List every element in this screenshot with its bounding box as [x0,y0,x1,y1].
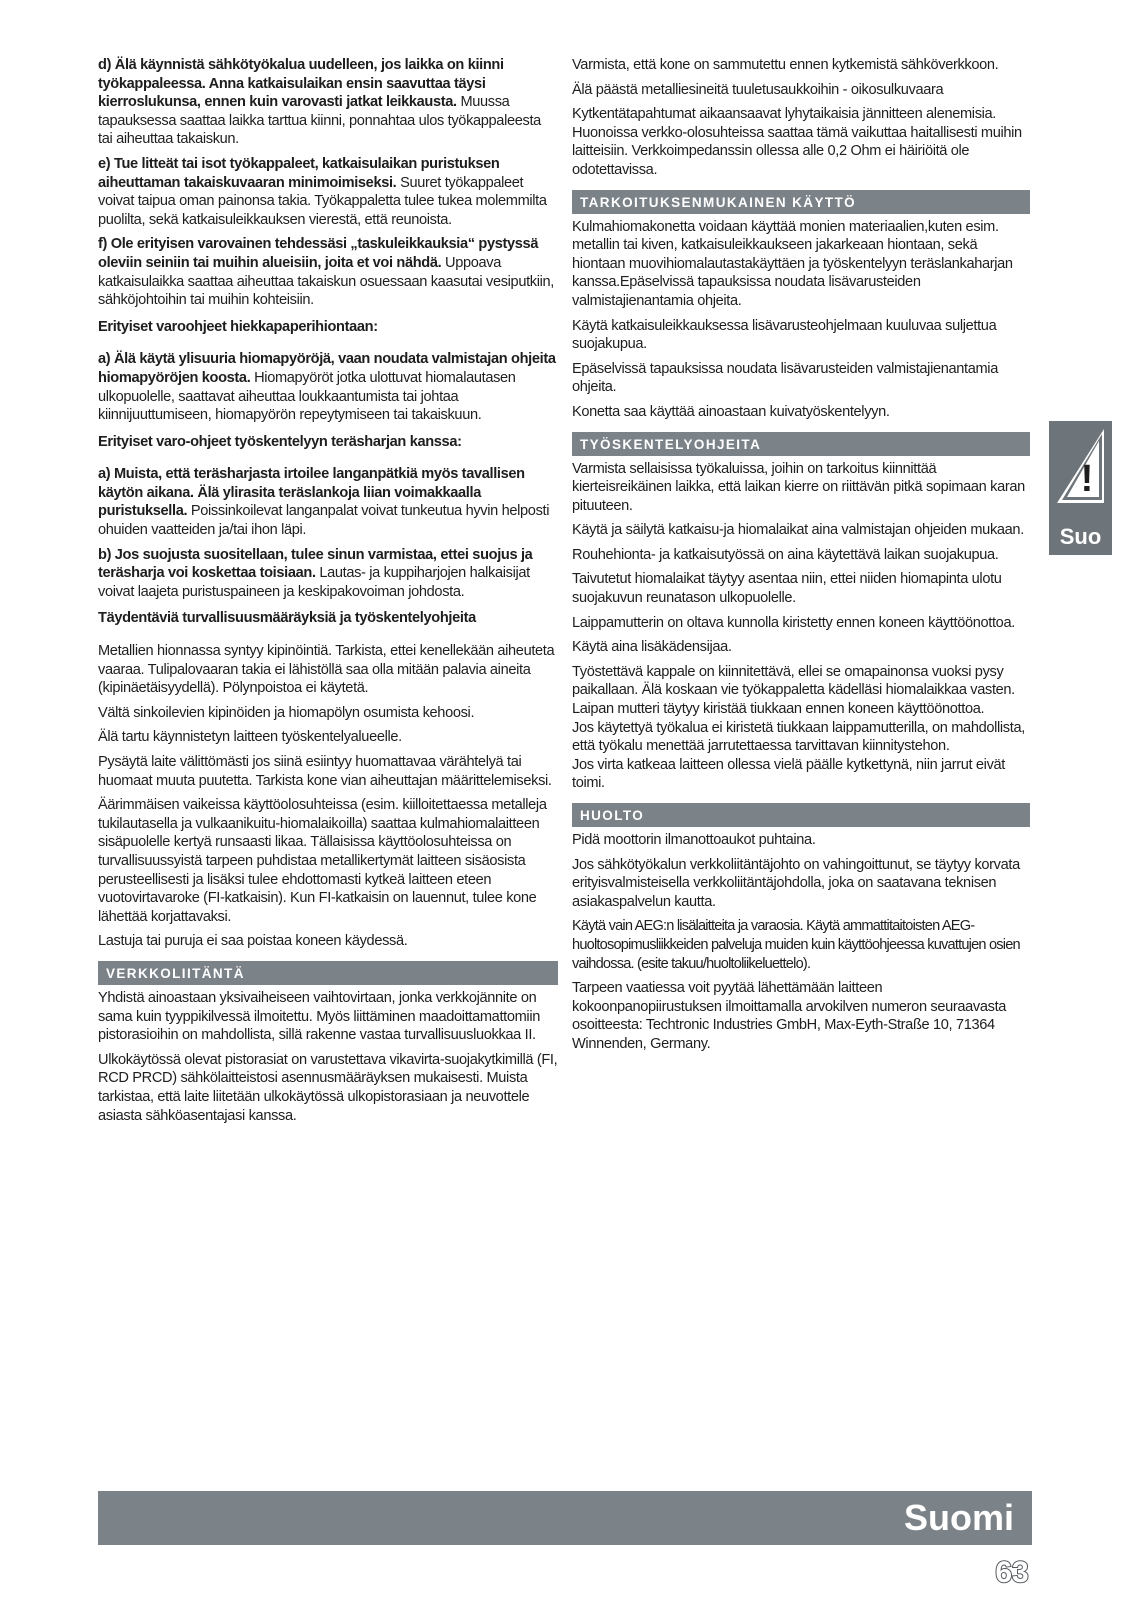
paragraph-chips: Lastuja tai puruja ei saa poistaa koneen käydessä. [98,933,408,950]
paragraph-work-area: Älä tartu käynnistetyn laitteen työskentelyalueelle. [98,729,402,746]
footer-bar [98,1491,1032,1545]
paragraph-maint-3: Käytä vain AEG:n lisälaitteita ja varaosia. Käytä ammattitaitoisten AEG-huoltosopimusliikkeiden palveluja muiden kuin käyttöohjeessa kuvattujen osien vaihdossa. (esite takuu/huoltoliikeluettelo). [572,918,1020,972]
paragraph-maint-4: Tarpeen vaatiessa voit pyytää lähettämään laitteen kokoonpanopiirustuksen ilmoittamalla arvokilven numeron seuraavasta osoitteesta: Techtronic Industries GmbH, Max-Eyth-Straße 10, 71364 Winnenden, Germany. [572,980,1007,1052]
paragraph-brush-b: b) Jos suojusta suositellaan, tulee sinun varmistaa, ettei suojus ja teräsharja voi koskettaa toisiaan. Lautas- ja kuppiharjojen halkaisijat voivat laajeta puristuspaineen ja keskipakovoiman johdosta. [98,546,533,600]
paragraph-work-3: Rouhehionta- ja katkaisutyössä on aina käytettävä laikan suojakupua. [572,546,999,563]
paragraph-vents: Älä päästä metalliesineitä tuuletusaukkoihin - oikosulkuvaara [572,81,944,98]
paragraph-use-4: Konetta saa käyttää ainoastaan kuivatyöskentelyyn. [572,403,890,420]
page-number-text: 63 [995,1556,1029,1589]
section-header-intended-use: TARKOITUKSENMUKAINEN KÄYTTÖ [572,190,1030,214]
language-side-tab [1049,421,1112,555]
left-column [98,56,558,1131]
paragraph-maint-2: Jos sähkötyökalun verkkoliitäntäjohto on vahingoittunut, se täytyy korvata erityisvalmisteisella verkkoliitäntäjohdolla, joka on saatavana teknisen asiakaspalvelun kautta. [572,856,1020,910]
page-number [990,1555,1034,1591]
section-header-mains: VERKKOLIITÄNTÄ [98,961,558,985]
paragraph-f: f) Ole erityisen varovainen tehdessäsi „taskuleikkauksia“ pystyssä oleviin seiniin tai muihin alueisiin, joita et voi nähdä. Uppoava katkaisulaikka saattaa aiheuttaa takaiskun osuessaan kaasutai vesiputkiin, sähköjohtoihin tai muihin kohteisiin. [98,236,554,309]
heading-sanding: Erityiset varoohjeet hiekkapaperihiontaan: [98,318,378,335]
paragraph-extreme-conditions: Äärimmäisen vaikeissa käyttöolosuhteissa (esim. kiilloitettaessa metalleja tukilautasella ja vulkaanikuitu-hiomalaikoilla) saattaa kulmahiomalaitteen sisäpuolelle kertyä runsaasti likaa. Tällaisissa käyttöolosuhteissa on turvallisuussyistä tarpeen puhdistaa metallikertymät laitteen sisäosista perusteellisesti ja lisäksi tulee ehdottomasti kytkeä laitteen eteen vuotovirtavaroke (FI-katkaisin). Kun FI-katkaisin on lauennut, tulee kone lähettää korjattavaksi. [98,797,547,925]
paragraph-maint-1: Pidä moottorin ilmanottoaukot puhtaina. [572,832,816,848]
paragraph-work-4: Taivutetut hiomalaikat täytyy asentaa niin, ettei niiden hiomapinta ulotu suojakuvun reunatason ulkopuolelle. [572,571,1002,607]
paragraph-sparks: Metallien hionnassa syntyy kipinöintiä. Tarkista, ettei kenellekään aiheuteta vaaraa. Tulipalovaaran takia ei lähistöllä saa olla mitään palavia aineita (kipinäetäisyydellä). Pölynpoistoa ei käytetä. [98,643,555,697]
paragraph-use-2: Käytä katkaisuleikkauksessa lisävarusteohjelmaan kuuluvaa suljettua suojakupua. [572,317,997,353]
right-column [572,56,1030,1060]
paragraph-work-2: Käytä ja säilytä katkaisu-ja hiomalaikat aina valmistajan ohjeiden mukaan. [572,522,1024,539]
paragraph-work-1: Varmista sellaisissa työkaluissa, joihin on tarkoitus kiinnittää kierteisreikäinen laikka, että laikan kierre on riittävän pitkä sopimaan karan pituuteen. [572,460,1025,514]
paragraph-voltage-drops: Kytkentätapahtumat aikaansaavat lyhytaikaisia jännitteen alenemisia. Huonoissa verkko-olosuhteissa saattaa tämä vaikuttaa haitallisesti muihin laitteisiin. Verkkoimpedanssin ollessa alle 0,2 Ohm ei häiriöitä ole odotettavissa. [572,106,1022,178]
paragraph-use-1: Kulmahiomakonetta voidaan käyttää monien materiaalien,kuten esim. metallin tai kiven, katkaisuleikkaukseen jakarkeaan hiontaan, sekä hiontaan muovihiomalautastakäyttäen ja työskentelyyn teräslankaharjan kanssa.Epäselvissä tapauksissa noudata lisävarusteiden valmistajienantamia ohjeita. [572,218,1013,309]
section-header-working-instructions: TYÖSKENTELYOHJEITA [572,432,1030,456]
paragraph-mains-1: Yhdistä ainoastaan yksivaiheiseen vaihtovirtaan, jonka verkkojännite on sama kuin tyyppikilvessä ilmoitettu. Myös liittäminen maadoittamattomiin pistorasioihin on mahdollista, sillä rakenne vastaa turvallisuusluokkaa II. [98,989,540,1044]
paragraph-brush-a: a) Muista, että teräsharjasta irtoilee langanpätkiä myös tavallisen käytön aikana. Älä ylirasita teräslankoja liian voimakkaalla puristuksella. Poissinkoilevat langanpalat voivat tunkeutua hyvin helposti ohuiden vaatteiden ja/tai ihon läpi. [98,466,550,539]
paragraph-mains-2: Ulkokäytössä olevat pistorasiat on varustettava vikavirta-suojakytkimillä (FI, RCD PRCD) sähkölaitteistosi asennusmääräyksen mukaisesti. Muista tarkistaa, että laite liitetään ulkokäytössä ulkopistorasiaan ja neuvottele asiasta sähköasentajasi kanssa. [98,1051,558,1124]
paragraph-switch-off: Varmista, että kone on sammutettu ennen kytkemistä sähköverkkoon. [572,57,999,73]
heading-additional-safety: Täydentäviä turvallisuusmääräyksiä ja työskentelyohjeita [98,610,476,627]
paragraph-e: e) Tue litteät tai isot työkappaleet, katkaisulaikan puristuksen aiheuttaman takaiskuvaaran minimoimiseksi. Suuret työkappaleet voivat taipua oman painonsa takia. Työkappaletta tulee tukea molemmilta puolilta, sekä katkaisuleikkauksen vierestä, että reunoista. [98,155,547,228]
paragraph-vibration: Pysäytä laite välittömästi jos siinä esiintyy huomattavaa värähtelyä tai huomaat muuta puutetta. Tarkista kone vian aiheuttajan määrittelemiseksi. [98,754,552,789]
paragraph-work-7: Työstettävä kappale on kiinnitettävä, ellei se omapainonsa vuoksi pysy paikallaan. Älä koskaan vie työkappaletta kädelläsi hiomalaikkaa vasten. [572,663,1015,699]
paragraph-work-10: Jos virta katkeaa laitteen ollessa vielä päälle kytkettynä, niin jarrut eivät toimi. [572,756,1005,792]
warning-icon [1054,427,1107,505]
paragraph-sanding-a: a) Älä käytä ylisuuria hiomapyöröjä, vaan noudata valmistajan ohjeita hiomapyöröjen koosta. Hiomapyöröt jotka ulottuvat hiomalautasen ulkopuolelle, saattavat aiheuttaa loukkaantumista tai johtaa kiinnijuuttumiseen, hiomapyörön repeytymiseen tai takaiskuun. [98,351,556,424]
side-tab-label: Suo [1059,524,1102,549]
paragraph-work-5: Laippamutterin on oltava kunnolla kiristetty ennen koneen käyttöönottoa. [572,614,1015,631]
heading-wire-brush: Erityiset varo-ohjeet työskentelyyn teräsharjan kanssa: [98,433,462,450]
paragraph-work-6: Käytä aina lisäkädensijaa. [572,639,732,656]
paragraph-use-3: Epäselvissä tapauksissa noudata lisävarusteiden valmistajienantamia ohjeita. [572,360,998,396]
footer-language-title: Suomi [903,1497,1014,1538]
svg-text:!: ! [1080,458,1094,500]
paragraph-d: d) Älä käynnistä sähkötyökalua uudelleen, jos laikka on kiinni työkappaleessa. Anna katkaisulaikan ensin saavuttaa täysi kierroslukunsa, ennen kuin varovasti jatkat leikkausta. Muussa tapauksessa saattaa laikka tarttua kiinni, ponnahtaa ulos työkappaleesta tai aiheuttaa takaiskun. [98,57,541,148]
paragraph-work-8: Laipan mutteri täytyy kiristää tiukkaan ennen koneen käyttöönottoa. [572,701,985,718]
section-header-maintenance: HUOLTO [572,803,1030,827]
paragraph-avoid-sparks: Vältä sinkoilevien kipinöiden ja hiomapölyn osumista kehoosi. [98,704,475,721]
paragraph-work-9: Jos käytettyä työkalua ei kiristetä tiukkaan laippamutterilla, on mahdollista, että työkalu menettää jarrutettaessa tarvittavan kiinnitystehon. [572,719,1025,755]
